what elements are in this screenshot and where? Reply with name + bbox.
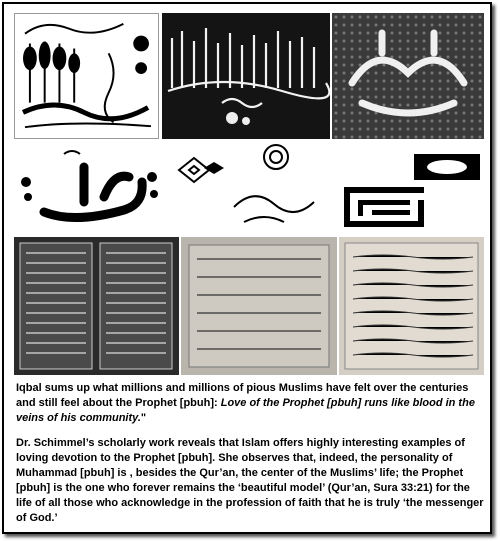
- calligraphy-mirrored-panel: [332, 13, 484, 139]
- manuscript-light-panel: [181, 237, 337, 375]
- calligraphy-trees-panel: [14, 13, 159, 139]
- iqbal-quote: Love of the Prophet [pbuh] runs like blood in the veins of his community.: [16, 397, 475, 424]
- caption-paragraph-iqbal: [16, 381, 484, 426]
- calligraphy-trees-art: [15, 14, 158, 138]
- manuscript-handwritten-panel: [339, 237, 484, 375]
- manuscript-dark-panel: [14, 237, 179, 375]
- manuscript-handwritten-art: [339, 237, 484, 375]
- manuscript-light-art: [181, 237, 337, 375]
- figure-frame: [2, 2, 492, 534]
- calligraphy-collage: [14, 13, 484, 375]
- calligraphy-kufic-art: [332, 142, 484, 234]
- calligraphy-kufic-panel: [332, 142, 484, 234]
- calligraphy-knots-art: [164, 142, 326, 234]
- calligraphy-black-panel: [162, 13, 330, 139]
- caption-text: [16, 381, 484, 536]
- calligraphy-muhammad-art: [14, 142, 164, 234]
- calligraphy-black-art: [162, 13, 330, 139]
- caption-paragraph-schimmel: Dr. Schimmel’s scholarly work reveals that Islam offers highly interesting examples of loving devotion to the Prophet [pbuh]. She observes that, indeed, the personality of Muhammad [pbuh] is , besides the Qur’an, the center of the Muslims’ life; the Prophet [pbuh] is the one who forever remains the ‘beautiful model’ (Qur’an, Sura 33:21) for the life of all those who acknowledge in the profession of faith that he is truly ‘the messenger of God.’: [16, 437, 484, 524]
- iqbal-quote-end: ": [140, 412, 147, 424]
- manuscript-dark-art: [14, 237, 179, 375]
- calligraphy-muhammad-panel: [14, 142, 164, 234]
- calligraphy-mirrored-art: [332, 13, 484, 139]
- iqbal-lead-text: Iqbal sums up what millions and millions of pious Muslims have felt over the centuries and still feel about the Prophet [pbuh]:: [16, 382, 469, 409]
- calligraphy-knots-panel: [164, 142, 326, 234]
